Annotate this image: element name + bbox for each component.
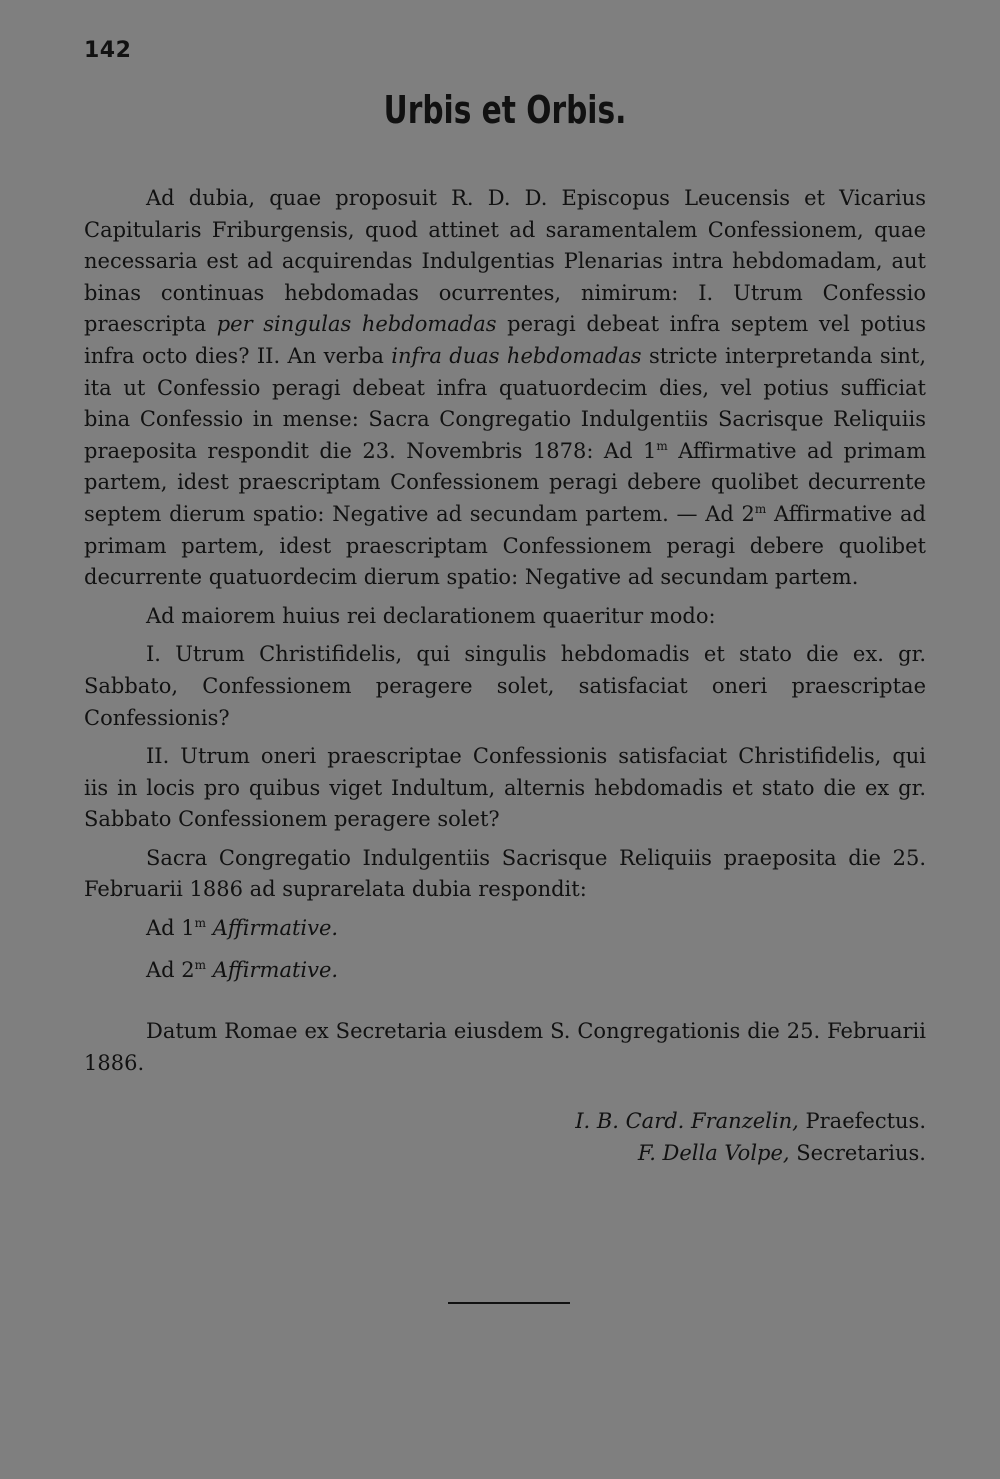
text-run: Affirmative ad primam partem, idest praescriptam Confessionem peragi debere quolibet decurrente septem dierum spatio: Negative ad secundam partem. — Ad 2 [84,438,926,526]
paragraph-response: Sacra Congregatio Indulgentiis Sacrisque Reliquiis praeposita die 25. Februarii 1886 ad suprarelata dubia respondit: [84,845,926,902]
signature-title: Praefectus. [798,1109,926,1134]
superscript: m [754,501,767,516]
italic-text: per singulas hebdomadas [216,312,497,337]
document-body [84,183,926,1170]
signatures [84,1106,926,1169]
paragraph-dubia [84,183,926,594]
closing-rule [448,1302,570,1304]
superscript: m [194,957,207,972]
signature-prefect [84,1106,926,1138]
italic-text: infra duas hebdomadas [391,343,642,368]
text-run: stricte interpretanda sint, ita ut Confessio peragi debeat infra quatuordecim dies, vel potius sufficiat bina Confessio in mense: Sacra Congregatio Indulgentiis Sacrisque Reliquiis praeposita respondit die 23. Novembris 1878: Ad 1 [84,343,926,463]
answer-1 [146,913,926,945]
signature-title: Secretarius. [789,1141,926,1166]
answer-text: Affirmative. [212,957,339,982]
signature-secretary [84,1138,926,1170]
paragraph-question-1: I. Utrum Christifidelis, qui singulis hebdomadis et stato die ex. gr. Sabbato, Confessionem peragere solet, satisfaciat oneri praescriptae Confessionis? [84,642,926,730]
signature-name: I. B. Card. Franzelin, [575,1109,799,1134]
paragraph-question-2: II. Utrum oneri praescriptae Confessionis satisfaciat Christifidelis, qui iis in locis pro quibus viget Indultum, alternis hebdomadis et stato die ex gr. Sabbato Confessionem peragere solet? [84,744,926,832]
signature-name: F. Della Volpe, [637,1141,790,1166]
answer-text: Affirmative. [212,916,339,941]
answer-prefix: Ad 2 [146,957,195,982]
page-number: 142 [84,38,132,63]
page-title: Urbis et Orbis. [383,88,627,132]
text-run: peragi debeat infra septem vel potius infra octo dies? II. An verba [84,312,926,368]
answer-2 [146,955,926,987]
paragraph-declaration: Ad maiorem huius rei declarationem quaeritur modo: [146,603,716,628]
dateline: Datum Romae ex Secretaria eiusdem S. Congregationis die 25. Februarii 1886. [84,1019,926,1075]
text-run: Affirmative ad primam partem, idest praescriptam Confessionem peragi debere quolibet decurrente quatuordecim dierum spatio: Negative ad secundam partem. [84,501,926,590]
text-run: Ad dubia, quae proposuit R. D. D. Episcopus Leucensis et Vicarius Capitularis Friburgensis, quod attinet ad saramentalem Confessionem, quae necessaria est ad acquirendas Indulgentias Plenarias intra hebdomadam, aut binas continuas hebdomadas ocurrentes, nimirum: I. Utrum Confessio praescripta [84,186,926,337]
superscript: m [656,438,668,453]
superscript: m [194,916,207,931]
answer-prefix: Ad 1 [146,916,195,941]
